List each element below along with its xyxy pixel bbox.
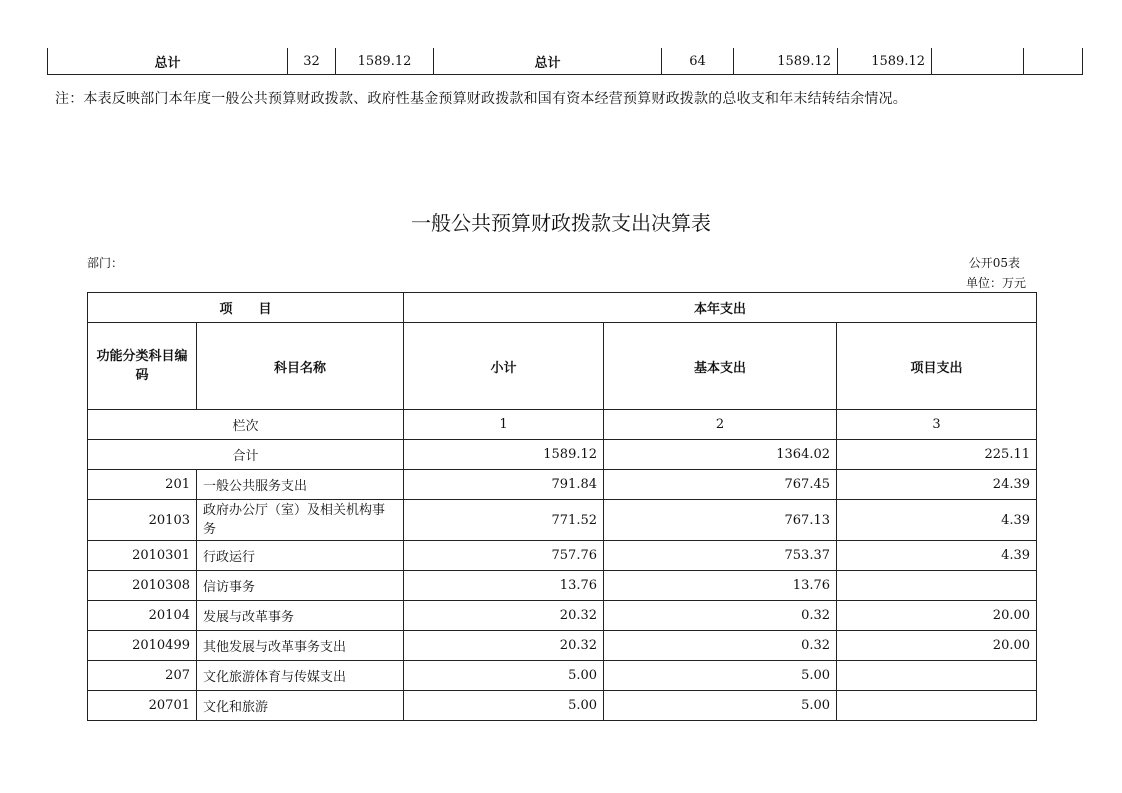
row-project bbox=[837, 661, 1037, 691]
summary-total-row bbox=[48, 48, 1083, 75]
row-basic: 0.32 bbox=[604, 631, 837, 661]
row-project: 4.39 bbox=[837, 541, 1037, 571]
row-subtotal: 20.32 bbox=[404, 631, 604, 661]
table-row bbox=[88, 541, 1037, 571]
row-code: 207 bbox=[88, 661, 197, 691]
header-basic-expenditure: 基本支出 bbox=[604, 323, 837, 410]
summary-right-amount-4 bbox=[1024, 48, 1083, 75]
summary-right-row-no: 64 bbox=[662, 48, 734, 75]
row-code: 20104 bbox=[88, 601, 197, 631]
summary-right-amount-1: 1589.12 bbox=[734, 48, 838, 75]
summary-right-amount-3 bbox=[932, 48, 1024, 75]
row-subtotal: 13.76 bbox=[404, 571, 604, 601]
header-function-code: 功能分类科目编码 bbox=[88, 323, 197, 410]
header-subject-name: 科目名称 bbox=[197, 323, 404, 410]
row-project bbox=[837, 691, 1037, 721]
row-name: 一般公共服务支出 bbox=[197, 470, 404, 500]
row-subtotal: 771.52 bbox=[404, 500, 604, 541]
total-project: 225.11 bbox=[837, 440, 1037, 470]
row-subtotal: 20.32 bbox=[404, 601, 604, 631]
department-label: 部门： bbox=[87, 256, 124, 270]
total-subtotal: 1589.12 bbox=[404, 440, 604, 470]
summary-left-amount: 1589.12 bbox=[336, 48, 434, 75]
table-row bbox=[88, 601, 1037, 631]
row-basic: 767.45 bbox=[604, 470, 837, 500]
header-current-year-expenditure: 本年支出 bbox=[404, 293, 1037, 323]
row-basic: 5.00 bbox=[604, 691, 837, 721]
header-item: 项 目 bbox=[88, 293, 404, 323]
total-label: 合计 bbox=[88, 440, 404, 470]
table-row bbox=[88, 691, 1037, 721]
table-row bbox=[88, 500, 1037, 541]
row-subtotal: 791.84 bbox=[404, 470, 604, 500]
summary-left-label: 总计 bbox=[48, 48, 288, 75]
row-basic: 13.76 bbox=[604, 571, 837, 601]
row-code: 2010301 bbox=[88, 541, 197, 571]
row-subtotal: 5.00 bbox=[404, 691, 604, 721]
row-code: 20701 bbox=[88, 691, 197, 721]
header-subtotal: 小计 bbox=[404, 323, 604, 410]
table-row bbox=[88, 631, 1037, 661]
row-name: 行政运行 bbox=[197, 541, 404, 571]
row-name: 其他发展与改革事务支出 bbox=[197, 631, 404, 661]
header-row-1 bbox=[88, 293, 1037, 323]
column-number-1: 1 bbox=[404, 410, 604, 440]
row-name: 发展与改革事务 bbox=[197, 601, 404, 631]
column-number-3: 3 bbox=[837, 410, 1037, 440]
unit-label: 单位：万元 bbox=[965, 276, 1026, 290]
row-code: 20103 bbox=[88, 500, 197, 541]
column-number-row bbox=[88, 410, 1037, 440]
row-name: 文化和旅游 bbox=[197, 691, 404, 721]
summary-left-row-no: 32 bbox=[288, 48, 336, 75]
column-label: 栏次 bbox=[88, 410, 404, 440]
row-project: 20.00 bbox=[837, 601, 1037, 631]
expenditure-table bbox=[87, 292, 1037, 721]
header-row-2 bbox=[88, 323, 1037, 410]
summary-right-label: 总计 bbox=[434, 48, 662, 75]
row-basic: 767.13 bbox=[604, 500, 837, 541]
row-code: 2010308 bbox=[88, 571, 197, 601]
row-subtotal: 5.00 bbox=[404, 661, 604, 691]
table-note: 注：本表反映部门本年度一般公共预算财政拨款、政府性基金预算财政拨款和国有资本经营预算财政拨款的总收支和年末结转结余情况。 bbox=[55, 91, 907, 107]
header-project-expenditure: 项目支出 bbox=[837, 323, 1037, 410]
row-code: 2010499 bbox=[88, 631, 197, 661]
column-number-2: 2 bbox=[604, 410, 837, 440]
row-name: 文化旅游体育与传媒支出 bbox=[197, 661, 404, 691]
row-name: 信访事务 bbox=[197, 571, 404, 601]
row-basic: 5.00 bbox=[604, 661, 837, 691]
row-project: 4.39 bbox=[837, 500, 1037, 541]
row-name: 政府办公厅（室）及相关机构事务 bbox=[197, 500, 404, 541]
row-basic: 0.32 bbox=[604, 601, 837, 631]
report-title: 一般公共预算财政拨款支出决算表 bbox=[411, 211, 711, 235]
form-number: 公开05表 bbox=[968, 256, 1020, 270]
table-row bbox=[88, 470, 1037, 500]
summary-table-fragment bbox=[47, 48, 1083, 75]
row-subtotal: 757.76 bbox=[404, 541, 604, 571]
row-project bbox=[837, 571, 1037, 601]
total-row bbox=[88, 440, 1037, 470]
row-basic: 753.37 bbox=[604, 541, 837, 571]
row-code: 201 bbox=[88, 470, 197, 500]
table-row bbox=[88, 571, 1037, 601]
row-project: 20.00 bbox=[837, 631, 1037, 661]
table-row bbox=[88, 661, 1037, 691]
row-project: 24.39 bbox=[837, 470, 1037, 500]
summary-right-amount-2: 1589.12 bbox=[838, 48, 932, 75]
total-basic: 1364.02 bbox=[604, 440, 837, 470]
